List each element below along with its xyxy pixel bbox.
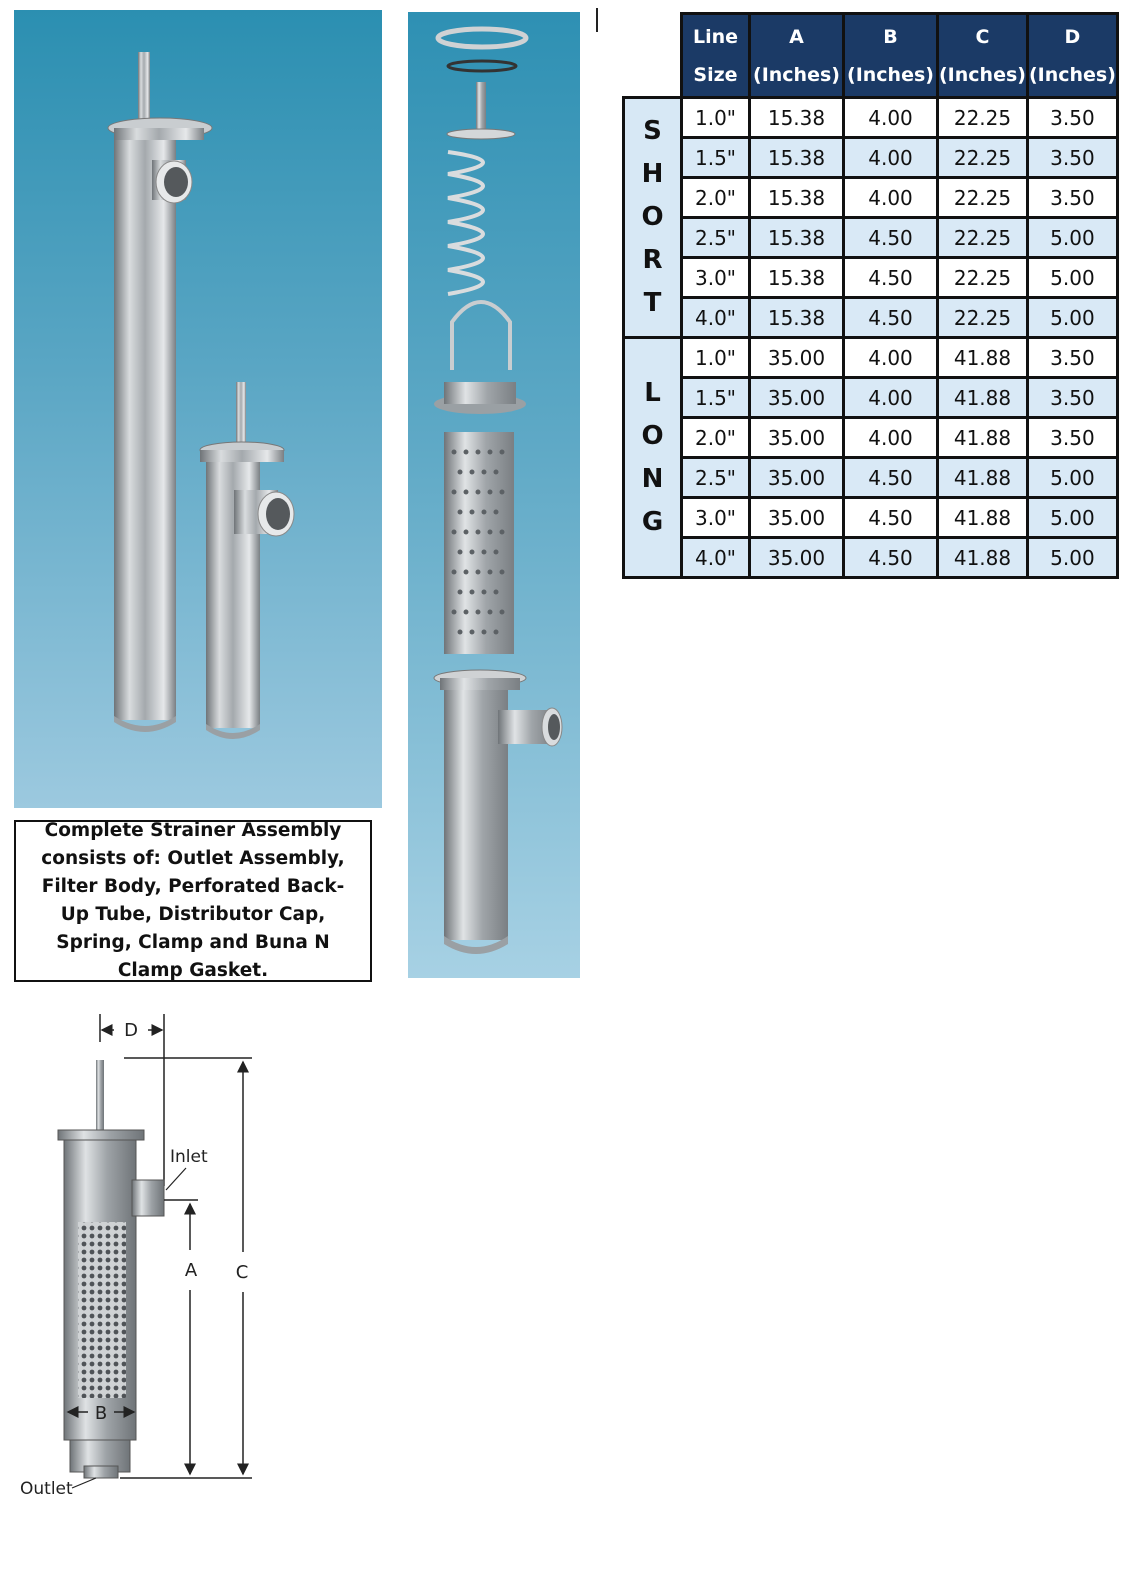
label-outlet: Outlet — [20, 1479, 73, 1499]
table-row — [624, 418, 1118, 458]
cell-b: 4.50 — [844, 538, 938, 578]
cell-d: 3.50 — [1027, 98, 1117, 138]
header-b — [844, 14, 938, 98]
cell-d: 5.00 — [1027, 258, 1117, 298]
table-row — [624, 298, 1118, 338]
table-header-row — [624, 14, 1118, 98]
exploded-assembly-photo — [408, 12, 580, 978]
cell-line-size: 3.0" — [682, 498, 750, 538]
cell-b: 4.00 — [844, 138, 938, 178]
cell-c: 22.25 — [938, 258, 1028, 298]
cell-a: 15.38 — [750, 98, 844, 138]
header-a-l1: A — [789, 25, 804, 48]
dimension-diagram — [0, 1000, 300, 1520]
cell-b: 4.50 — [844, 458, 938, 498]
cell-b: 4.50 — [844, 218, 938, 258]
cell-a: 35.00 — [750, 538, 844, 578]
cell-c: 22.25 — [938, 138, 1028, 178]
table-row — [624, 498, 1118, 538]
cell-b: 4.50 — [844, 258, 938, 298]
cell-b: 4.00 — [844, 338, 938, 378]
table-row — [624, 98, 1118, 138]
dimensions-table — [622, 12, 1119, 579]
group-label-long — [624, 338, 682, 578]
header-line-size-l1: Line — [692, 25, 739, 48]
cell-d: 3.50 — [1027, 178, 1117, 218]
label-a: A — [184, 1260, 198, 1281]
cell-d: 5.00 — [1027, 538, 1117, 578]
header-d-l2: (Inches) — [1028, 63, 1116, 86]
cell-a: 15.38 — [750, 178, 844, 218]
table-row — [624, 378, 1118, 418]
text-cursor-mark — [596, 8, 598, 32]
cell-d: 3.50 — [1027, 378, 1117, 418]
header-b-l2: (Inches) — [847, 63, 934, 86]
cell-a: 15.38 — [750, 298, 844, 338]
table-row — [624, 218, 1118, 258]
group-letter: T — [643, 288, 662, 318]
label-d: D — [124, 1020, 138, 1041]
cell-a: 15.38 — [750, 138, 844, 178]
group-letter: H — [641, 159, 664, 189]
group-letter: G — [641, 506, 664, 537]
cell-line-size: 2.0" — [682, 418, 750, 458]
header-a — [750, 14, 844, 98]
cell-line-size: 1.5" — [682, 378, 750, 418]
cell-b: 4.00 — [844, 98, 938, 138]
cell-c: 41.88 — [938, 458, 1028, 498]
group-label-short — [624, 98, 682, 338]
cell-line-size: 4.0" — [682, 538, 750, 578]
table-row — [624, 138, 1118, 178]
table-row — [624, 178, 1118, 218]
header-c-l1: C — [975, 25, 990, 48]
cell-c: 41.88 — [938, 378, 1028, 418]
header-d-l1: D — [1064, 25, 1081, 48]
strainer-photo-illustration — [14, 10, 382, 808]
cell-a: 15.38 — [750, 258, 844, 298]
group-letter: R — [642, 245, 663, 275]
cell-line-size: 2.5" — [682, 218, 750, 258]
cell-line-size: 4.0" — [682, 298, 750, 338]
table-row — [624, 458, 1118, 498]
cell-c: 22.25 — [938, 218, 1028, 258]
cell-c: 22.25 — [938, 178, 1028, 218]
table-row — [624, 538, 1118, 578]
cell-d: 5.00 — [1027, 218, 1117, 258]
cell-c: 41.88 — [938, 538, 1028, 578]
strainer-product-photo — [14, 10, 382, 808]
label-b: B — [94, 1403, 108, 1424]
cell-c: 41.88 — [938, 498, 1028, 538]
assembly-caption — [14, 820, 372, 982]
table-row — [624, 258, 1118, 298]
cell-line-size: 2.0" — [682, 178, 750, 218]
group-letter: N — [641, 463, 664, 494]
group-letter: O — [641, 202, 664, 232]
header-line-size-l2: Size — [693, 63, 738, 86]
header-c — [938, 14, 1028, 98]
cell-a: 35.00 — [750, 498, 844, 538]
group-letter: S — [643, 116, 662, 146]
header-d — [1027, 14, 1117, 98]
cell-c: 22.25 — [938, 298, 1028, 338]
cell-b: 4.00 — [844, 418, 938, 458]
group-letter: O — [641, 420, 664, 451]
cell-a: 15.38 — [750, 218, 844, 258]
cell-b: 4.50 — [844, 498, 938, 538]
label-c: C — [235, 1262, 249, 1283]
cell-b: 4.00 — [844, 378, 938, 418]
cell-c: 22.25 — [938, 98, 1028, 138]
cell-line-size: 3.0" — [682, 258, 750, 298]
table-corner-blank — [624, 14, 682, 98]
group-letter: L — [644, 377, 661, 408]
cell-b: 4.00 — [844, 178, 938, 218]
table-row — [624, 338, 1118, 378]
cell-a: 35.00 — [750, 378, 844, 418]
cell-d: 3.50 — [1027, 338, 1117, 378]
header-line-size — [682, 14, 750, 98]
header-a-l2: (Inches) — [753, 63, 840, 86]
assembly-caption-text: Complete Strainer Assembly consists of: Outlet Assembly, Filter Body, Perforated Back-Up Tube, Distributor Cap, Spring, Clamp and Buna N Clamp Gasket. — [41, 820, 345, 981]
cell-c: 41.88 — [938, 338, 1028, 378]
cell-line-size: 2.5" — [682, 458, 750, 498]
cell-line-size: 1.5" — [682, 138, 750, 178]
cell-d: 3.50 — [1027, 418, 1117, 458]
cell-line-size: 1.0" — [682, 338, 750, 378]
header-c-l2: (Inches) — [939, 63, 1026, 86]
exploded-assembly-illustration — [408, 12, 580, 978]
cell-a: 35.00 — [750, 418, 844, 458]
cell-d: 5.00 — [1027, 498, 1117, 538]
cell-a: 35.00 — [750, 338, 844, 378]
label-inlet: Inlet — [170, 1147, 208, 1167]
cell-d: 3.50 — [1027, 138, 1117, 178]
cell-line-size: 1.0" — [682, 98, 750, 138]
cell-d: 5.00 — [1027, 458, 1117, 498]
cell-b: 4.50 — [844, 298, 938, 338]
cell-d: 5.00 — [1027, 298, 1117, 338]
cell-a: 35.00 — [750, 458, 844, 498]
header-b-l1: B — [883, 25, 898, 48]
cell-c: 41.88 — [938, 418, 1028, 458]
